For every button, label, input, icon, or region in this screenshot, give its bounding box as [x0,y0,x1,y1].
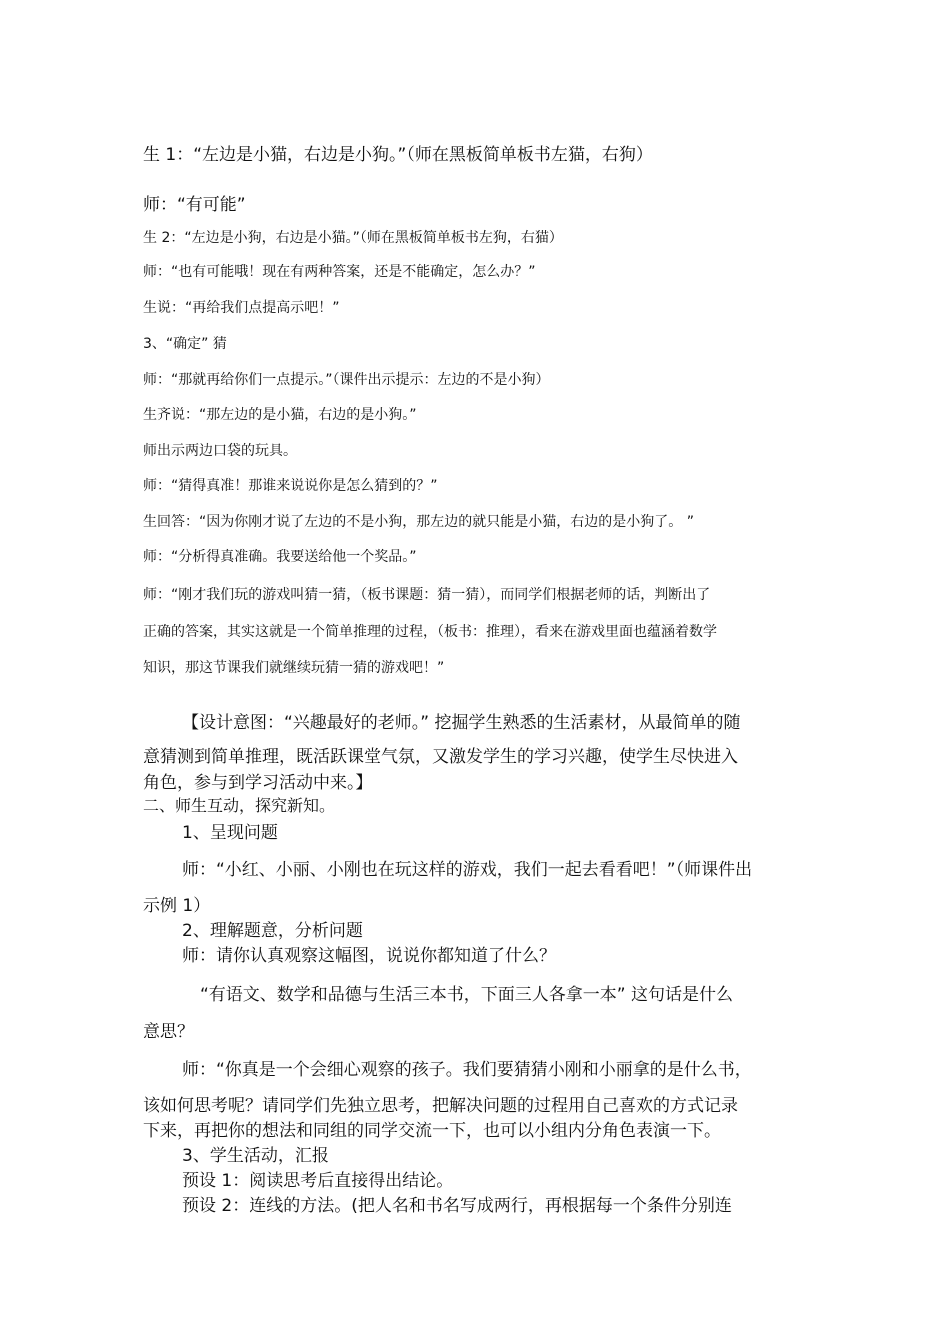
dialogue-line-teacher-8: 师：请你认真观察这幅图，说说你都知道了什么？ [182,946,556,966]
section-heading-interaction: 二、师生互动，探究新知。 [143,796,336,815]
dialogue-line-teacher-3: 师：“那就再给你们一点提示。”（课件出示提示：左边的不是小狗） [143,372,550,388]
design-intent-line-1: 【设计意图：“兴趣最好的老师。” 挖掘学生熟悉的生活素材，从最简单的随 [182,713,741,733]
section-heading-confirm-guess: 3、“确定” 猜 [143,336,227,352]
dialogue-line-teacher-9c: 下来，再把你的想法和同组的同学交流一下，也可以小组内分角色表演一下。 [143,1121,721,1141]
narration-line: 师出示两边口袋的玩具。 [143,443,297,459]
quoted-question-line-1: “有语文、数学和品德与生活三本书，下面三人各拿一本” 这句话是什么 [200,985,734,1005]
quoted-question-line-2: 意思？ [143,1022,194,1042]
dialogue-line-teacher-4: 师：“猜得真准！那谁来说说你是怎么猜到的？” [143,478,438,494]
dialogue-line-teacher-7b: 示例 1） [143,896,211,916]
dialogue-line-student-1: 生 1：“左边是小猫，右边是小狗。”（师在黑板简单板书左猫，右狗） [143,145,653,165]
preset-1: 预设 1：阅读思考后直接得出结论。 [182,1171,454,1191]
dialogue-line-teacher-9b: 该如何思考呢？请同学们先独立思考，把解决问题的过程用自己喜欢的方式记录 [143,1096,738,1116]
dialogue-line-teacher-7a: 师：“小红、小丽、小刚也在玩这样的游戏，我们一起去看看吧！”（师课件出 [182,860,753,880]
dialogue-line-teacher-2: 师：“也有可能哦！现在有两种答案，还是不能确定，怎么办？” [143,264,536,280]
dialogue-line-students-together: 生齐说：“那左边的是小猫，右边的是小狗。” [143,407,417,423]
dialogue-line-students-say: 生说：“再给我们点提高示吧！” [143,300,340,316]
dialogue-line-teacher-5: 师：“分析得真准确。我要送给他一个奖品。” [143,549,417,565]
dialogue-line-student-answer: 生回答：“因为你刚才说了左边的不是小狗，那左边的就只能是小猫，右边的是小狗了。 ” [143,514,694,530]
dialogue-line-teacher-1: 师：“有可能” [143,195,246,215]
dialogue-line-teacher-9a: 师：“你真是一个会细心观察的孩子。我们要猜猜小刚和小丽拿的是什么书， [182,1060,752,1080]
dialogue-line-teacher-6a: 师：“刚才我们玩的游戏叫猜一猜，（板书课题：猜一猜），而同学们根据老师的话，判断出了 [143,587,711,603]
subheading-present-problem: 1、呈现问题 [182,823,278,843]
subheading-understand-problem: 2、理解题意，分析问题 [182,921,363,941]
dialogue-line-teacher-6c: 知识，那这节课我们就继续玩猜一猜的游戏吧！” [143,660,445,676]
preset-2: 预设 2：连线的方法。(把人名和书名写成两行，再根据每一个条件分别连 [182,1196,732,1216]
dialogue-line-student-2: 生 2：“左边是小狗，右边是小猫。”（师在黑板简单板书左狗，右猫） [143,230,563,246]
design-intent-line-2: 意猜测到简单推理，既活跃课堂气氛，又激发学生的学习兴趣，使学生尽快进入 [143,747,738,767]
dialogue-line-teacher-6b: 正确的答案，其实这就是一个简单推理的过程，（板书：推理），看来在游戏里面也蕴涵着数学 [143,624,717,640]
design-intent-line-3: 角色，参与到学习活动中来。】 [143,773,373,793]
subheading-student-activity: 3、学生活动，汇报 [182,1146,329,1166]
